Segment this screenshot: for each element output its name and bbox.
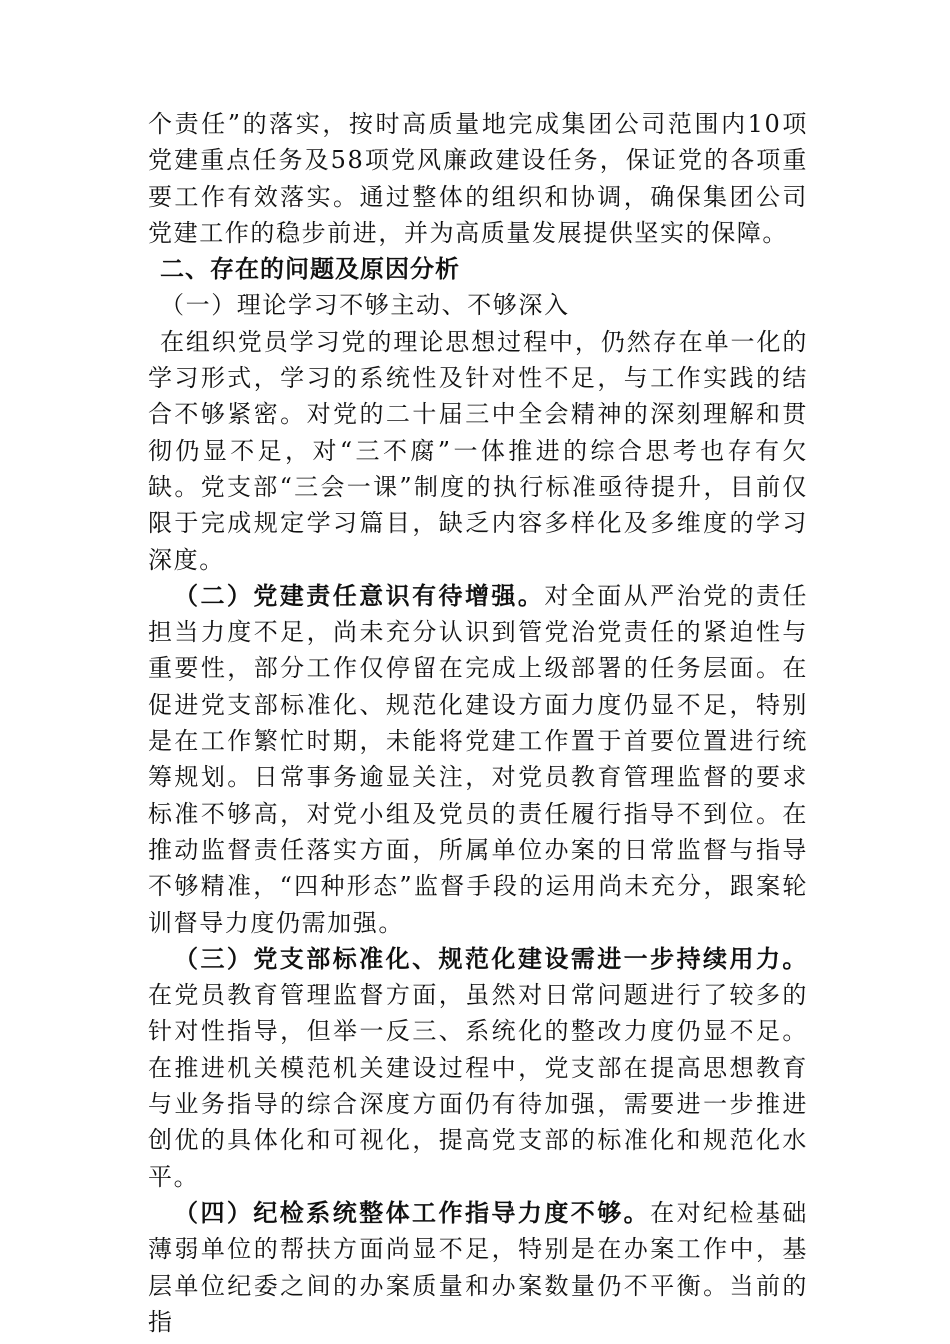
paragraph-responsibility-lead: （二）党建责任意识有待增强。 — [174, 580, 545, 610]
paragraph-theory-study: 在组织党员学习党的理论思想过程中，仍然存在单一化的学习形式，学习的系统性及针对性不足，与工作实践的结合不够紧密。对党的二十届三中全会精神的深刻理解和贯彻仍显不足，对“三不腐”一体推进的综合思考也存有欠缺。党支部“三会一课”制度的执行标准亟待提升，目前仅限于完成规定学习篇目，缺乏内容多样化及多维度的学习深度。 — [148, 327, 808, 574]
paragraph-discipline-guidance-text: 在对纪检基础薄弱单位的帮扶方面尚显不足，特别是在办案工作中，基层单位纪委之间的办案质量和办案数量仍不平衡。当前的指 — [148, 1198, 808, 1336]
document-body — [148, 106, 808, 1340]
paragraph-continuation: 个责任”的落实，按时高质量地完成集团公司范围内10项党建重点任务及58项党风廉政建设任务，保证党的各项重要工作有效落实。通过整体的组织和协调，确保集团公司党建工作的稳步前进，并为高质量发展提供坚实的保障。 — [148, 110, 808, 247]
paragraph-responsibility-text: 对全面从严治党的责任担当力度不足，尚未充分认识到管党治党责任的紧迫性与重要性，部分工作仅停留在完成上级部署的任务层面。在促进党支部标准化、规范化建设方面力度仍显不足，特别是在工作繁忙时期，未能将党建工作置于首要位置进行统筹规划。日常事务逾显关注，对党员教育管理监督的要求标准不够高，对党小组及党员的责任履行指导不到位。在推动监督责任落实方面，所属单位办案的日常监督与指导不够精准，“四种形态”监督手段的运用尚未充分，跟案轮训督导力度仍需加强。 — [148, 581, 808, 937]
paragraph-standardization-lead: （三）党支部标准化、规范化建设需进一步持续用力。 — [174, 943, 808, 973]
paragraph-responsibility — [148, 578, 808, 941]
paragraph-standardization — [148, 941, 808, 1195]
paragraph-discipline-guidance — [148, 1195, 808, 1340]
section-heading: 二、存在的问题及原因分析 — [160, 255, 460, 284]
paragraph-discipline-guidance-lead: （四）纪检系统整体工作指导力度不够。 — [174, 1197, 651, 1227]
subheading-theory-study: （一）理论学习不够主动、不够深入 — [160, 291, 570, 320]
paragraph-standardization-text: 在党员教育管理监督方面，虽然对日常问题进行了较多的针对性指导，但举一反三、系统化的整改力度仍显不足。在推进机关模范机关建设过程中，党支部在提高思想教育与业务指导的综合深度方面仍有待加强，需要进一步推进创优的具体化和可视化，提高党支部的标准化和规范化水平。 — [148, 981, 808, 1191]
